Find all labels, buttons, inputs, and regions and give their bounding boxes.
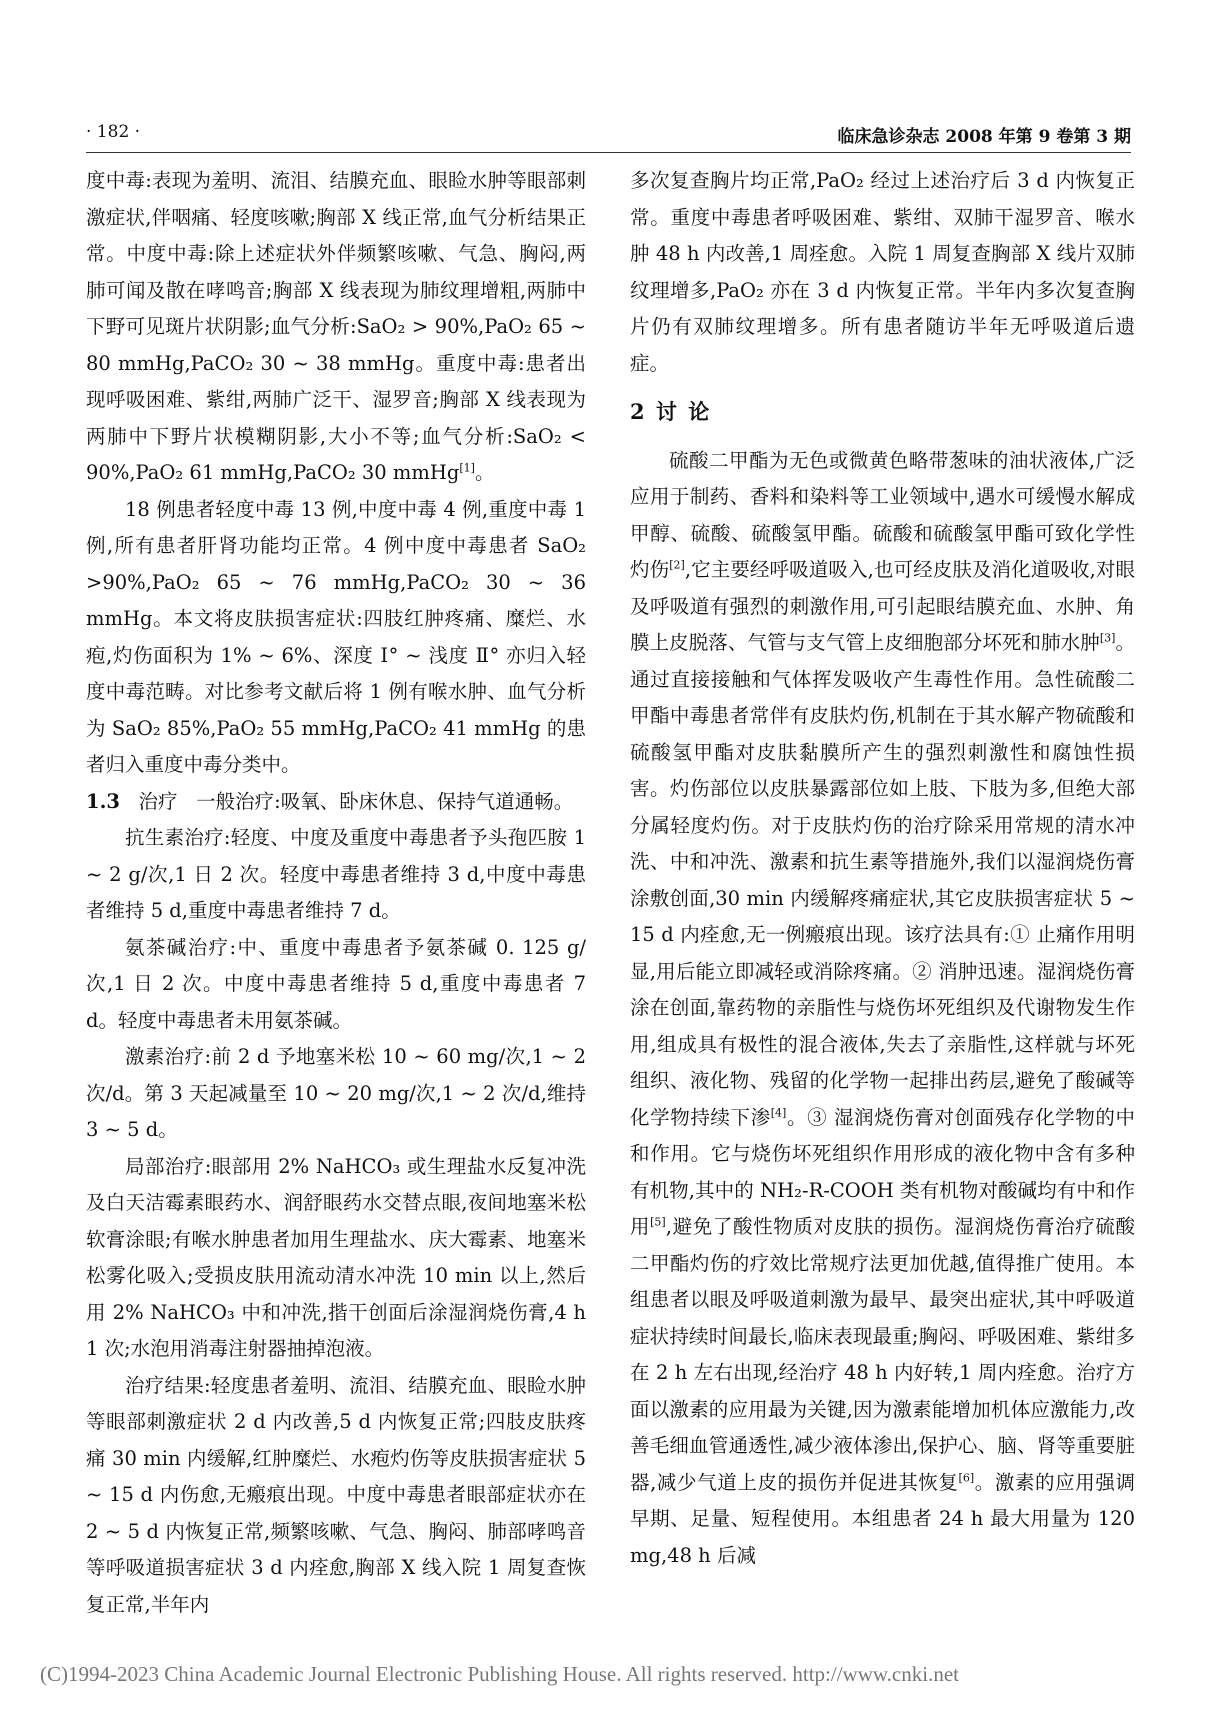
paragraph: 硫酸二甲酯为无色或微黄色略带葱味的油状液体,广泛应用于制药、香料和染料等工业领域中,遇水可缓慢水解成甲醇、硫酸、硫酸氢甲酯。硫酸和硫酸氢甲酯可致化学性灼伤[2],它主要经呼吸道吸入,也可经皮肤及消化道吸收,对眼及呼吸道有强烈的刺激作用,可引起眼结膜充血、水肿、角膜上皮脱落、气管与支气管上皮细胞部分坏死和肺水肿[3]。通过直接接触和气体挥发吸收产生毒性作用。急性硫酸二甲酯中毒患者常伴有皮肤灼伤,机制在于其水解产物硫酸和硫酸氢甲酯对皮肤黏膜所产生的强烈刺激性和腐蚀性损害。灼伤部位以皮肤暴露部位如上肢、下肢为多,但绝大部分属轻度灼伤。对于皮肤灼伤的治疗除采用常规的清水冲洗、中和冲洗、激素和抗生素等措施外,我们以湿润烧伤膏涂敷创面,30 min 内缓解疼痛症状,其它皮肤损害症状 5 ~ 15 d 内痊愈,无一例瘢痕出现。该疗法具有:① 止痛作用明显,用后能立即减轻或消除疼痛。② 消肿迅速。湿润烧伤膏涂在创面,靠药物的亲脂性与烧伤坏死组织及代谢物发生作用,组成具有极性的混合液体,失去了亲脂性,这样就与坏死组织、液化物、残留的化学物一起排出药层,避免了酸碱等化学物持续下渗[4]。③ 湿润烧伤膏对创面残存化学物的中和作用。它与烧伤坏死组织作用形成的液化物中含有多种有机物,其中的 NH₂-R-COOH 类有机物对酸碱均有中和作用[5],避免了酸性物质对皮肤的损伤。湿润烧伤膏治疗硫酸二甲酯灼伤的疗效比常规疗法更加优越,值得推广使用。本组患者以眼及呼吸道刺激为最早、最突出症状,其中呼吸道症状持续时间最长,临床表现最重;胸闷、呼吸困难、紫绀多在 2 h 左右出现,经治疗 48 h 内好转,1 周内痊愈。治疗方面以激素的应用最为关键,因为激素能增加机体应激能力,改善毛细血管通透性,减少液体渗出,保护心、脑、肾等重要脏器,减少气道上皮的损伤并促进其恢复[6]。激素的应用强调早期、足量、短程使用。本组患者 24 h 最大用量为 120 mg,48 h 后减 [630, 448, 1135, 1567]
paragraph: 抗生素治疗:轻度、中度及重度中毒患者予头孢匹胺 1 ~ 2 g/次,1 日 2 次。轻度中毒患者维持 3 d,中度中毒患者维持 5 d,重度中毒患者维持 7 d。 [86, 826, 586, 922]
paragraph: 治疗结果:轻度患者羞明、流泪、结膜充血、眼睑水肿等眼部刺激症状 2 d 内改善,5 d 内恢复正常;四肢皮肤疼痛 30 min 内缓解,红肿糜烂、水疱灼伤等皮肤损害症状 5 ~ 15 d 内伤愈,无瘢痕出现。中度中毒患者眼部症状亦在 2 ~ 5 d 内恢复正常,频繁咳嗽、气急、胸闷、肺部哮鸣音等呼吸道损害症状 3 d 内痊愈,胸部 X 线入院 1 周复查恢复正常,半年内 [86, 1373, 586, 1616]
journal-title: 临床急诊杂志 2008 年第 9 卷第 3 期 [837, 127, 1131, 147]
right-column [630, 163, 1135, 1574]
paragraph: 激素治疗:前 2 d 予地塞米松 10 ~ 60 mg/次,1 ~ 2 次/d。第 3 天起减量至 10 ~ 20 mg/次,1 ~ 2 次/d,维持 3 ~ 5 d。 [86, 1045, 586, 1141]
section-heading: 2 讨 论 [630, 399, 712, 424]
running-header [86, 118, 1131, 153]
left-column [86, 163, 586, 1623]
copyright-footer: (C)1994-2023 China Academic Journal Electronic Publishing House. All rights reserved. http://www.cnki.net [40, 1662, 959, 1686]
subsection-title: 治疗 [138, 789, 178, 813]
paragraph: 氨茶碱治疗:中、重度中毒患者予氨茶碱 0. 125 g/次,1 日 2 次。中度中毒患者维持 5 d,重度中毒患者 7 d。轻度中毒患者未用氨茶碱。 [86, 935, 586, 1032]
page-number: · 182 · [86, 122, 141, 142]
paragraph: 度中毒:表现为羞明、流泪、结膜充血、眼睑水肿等眼部刺激症状,伴咽痛、轻度咳嗽;胸部 X 线正常,血气分析结果正常。中度中毒:除上述症状外伴频繁咳嗽、气急、胸闷,两肺可闻及散在哮鸣音;胸部 X 线表现为肺纹理增粗,两肺中下野可见斑片状阴影;血气分析:SaO₂ > 90%,PaO₂ 65 ~ 80 mmHg,PaCO₂ 30 ~ 38 mmHg。重度中毒:患者出现呼吸困难、紫绀,两肺广泛干、湿罗音;胸部 X 线表现为两肺中下野片状模糊阴影,大小不等;血气分析:SaO₂ < 90%,PaO₂ 61 mmHg,PaCO₂ 30 mmHg[1]。 [86, 169, 586, 484]
subsection-treatment: 1.3 治疗 一般治疗:吸氧、卧床休息、保持气道通畅。 [86, 789, 574, 813]
paragraph: 18 例患者轻度中毒 13 例,中度中毒 4 例,重度中毒 1 例,所有患者肝肾功能均正常。4 例中度中毒患者 SaO₂ >90%,PaO₂ 65 ~ 76 mmHg,PaCO₂ 30 ~ 36 mmHg。本文将皮肤损害症状:四肢红肿疼痛、糜烂、水疱,灼伤面积为 1% ~ 6%、深度 Ⅰ° ~ 浅度 Ⅱ° 亦归入轻度中毒范畴。对比参考文献后将 1 例有喉水肿、血气分析为 SaO₂ 85%,PaO₂ 55 mmHg,PaCO₂ 41 mmHg 的患者归入重度中毒分类中。 [86, 497, 586, 776]
subsection-number: 1.3 [86, 789, 120, 813]
paragraph: 局部治疗:眼部用 2% NaHCO₃ 或生理盐水反复冲洗及白天洁霉素眼药水、润舒眼药水交替点眼,夜间地塞米松软膏涂眼;有喉水肿患者加用生理盐水、庆大霉素、地塞米松雾化吸入;受损皮肤用流动清水冲洗 10 min 以上,然后用 2% NaHCO₃ 中和冲洗,揩干创面后涂湿润烧伤膏,4 h 1 次;水泡用消毒注射器抽掉泡液。 [86, 1154, 586, 1360]
paragraph: 多次复查胸片均正常,PaO₂ 经过上述治疗后 3 d 内恢复正常。重度中毒患者呼吸困难、紫绀、双肺干湿罗音、喉水肿 48 h 内改善,1 周痊愈。入院 1 周复查胸部 X 线片双肺纹理增多,PaO₂ 亦在 3 d 内恢复正常。半年内多次复查胸片仍有双肺纹理增多。所有患者随访半年无呼吸道后遗症。 [630, 169, 1135, 375]
